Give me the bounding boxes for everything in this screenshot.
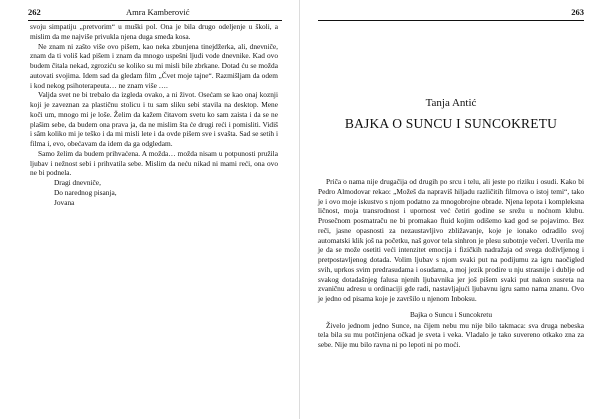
- subheading: Bajka o Suncu i Suncokretu: [410, 309, 492, 319]
- page-number: 263: [571, 7, 584, 17]
- running-head: Amra Kamberović: [126, 7, 190, 17]
- signoff-line: Dragi dnevniče,: [54, 178, 101, 187]
- paragraph: Samo želim da budem prihvaćena. A možda… možda nisam u potpunosti pružila ljubav i nežnost sebi i prihvatila sebe. Mislim da neću nikad ni mami reći, ona ovo ne bi podnela.: [30, 148, 278, 178]
- signoff-line: Jovana: [54, 197, 75, 207]
- right-page: [300, 0, 600, 419]
- left-page-header: [28, 6, 282, 18]
- header-rule: [28, 20, 282, 21]
- page-number: 262: [28, 7, 41, 17]
- paragraph: Valjda svet ne bi trebalo da izgleda ovako, a ni život. Osećam se kao onaj koznji koji je zaveznan za plastičnu stolicu i tu sam sliku sebi stavila na desktop. Mene koči um, mnogo mi je loše. Želim da kažem čitavom svetu ko sam zaista i da se ne plašim sebe, da budem ona prava ja, da ne mislim šta će drugi reći i pomisliti. Vidiš i sâm koliko mi je teško i da mi misli lete i da ovde pišem sve i svašta. Sad se setih i filma i, evo, obećavam da idem da ga odgledam.: [30, 90, 278, 148]
- right-page-body: [318, 177, 584, 350]
- signoff-line: Do narednog pisanja,: [54, 187, 117, 197]
- header-rule: [318, 20, 584, 21]
- story-author: Tanja Antić: [425, 97, 477, 109]
- left-page-body: [30, 22, 278, 207]
- right-page-header: [318, 6, 584, 18]
- paragraph: Živelo jednom jedno Sunce, na čijem nebu mu nije bilo takmaca: sva druga nebeska tela bila su mu potčinjena očkad je sveta i veka. Vladalo je tako suvereno otkako zna za sebe. Nije mu bilo ravna ni po lepoti ni po moći.: [318, 320, 584, 349]
- story-title: BAJKA O SUNCU I SUNCOKRETU: [344, 116, 558, 131]
- paragraph: Ne znam ni zašto više ovo pišem, kao neka zbunjena tinejdžerka, ali, dnevniče, znam da ti voliš kad pišem i znam da mnogo uspešni ljudi vode dnevnike. Kad ovo budem čitala nekad, zgroziću se koliko su mi misli bile zbrkane. Dotad ću se možda autovati svojima. Idem sad da gledam film „Čvet moje tajne“. Razmišljam da odem i kod nekog psihoterapeuta… ne znam više ….: [30, 41, 278, 90]
- paragraph: Priča o nama nije drugačija od drugih po srcu i telu, ali jeste po riziku i osudi. Kako bi Pedro Almodovar rekao: „Možeš da napraviš hiljadu različitih filmova o istoj temi“, tako je i ovo moje iskustvo s njom podatno za mnogobrojne obrade. Njena lepota i kompleksna ličnost, moja transrodnost i upornost već četiri godine se srežu u noćnom klubu. Prosečnom posmatraču ne bi promakao fluid kojim odišemo kad god se pojavimo. Bez reči, jasne opasnosti za nezaustavljivo zbližavanje, koje je ionako odradilo svoj automatski klik još na početku, naš govor tela sinhron je plesu subotnje večeri. Uverila me je da se može osetiti veći intenzitet emocija i fizičkih nadražaja od svega doživljenog i pretpostavljenog dotada. Volim ljubav s njom svaki put na podijumu za igru naočigled svih, uprkos svim predrasudama i osudama, a moj jezik prodire u nju strasnije i dublje od svakog dotadašnjeg falusa njenih ljubavnika jer još pišem svaki put nakon susreta na zvaničnu adresu u ordinaciji gde radi, nastavljajući ljubavnu igru samo nama znanu. Ovo je jedno od pisama koje je završilo u njenom Inboksu.: [318, 177, 584, 303]
- paragraph: svoju simpatiju „pretvorim“ u muški pol. Ona je bila drugo odeljenje u školi, a mislim da me najviše privukla njena duga smeđa kosa.: [30, 22, 278, 41]
